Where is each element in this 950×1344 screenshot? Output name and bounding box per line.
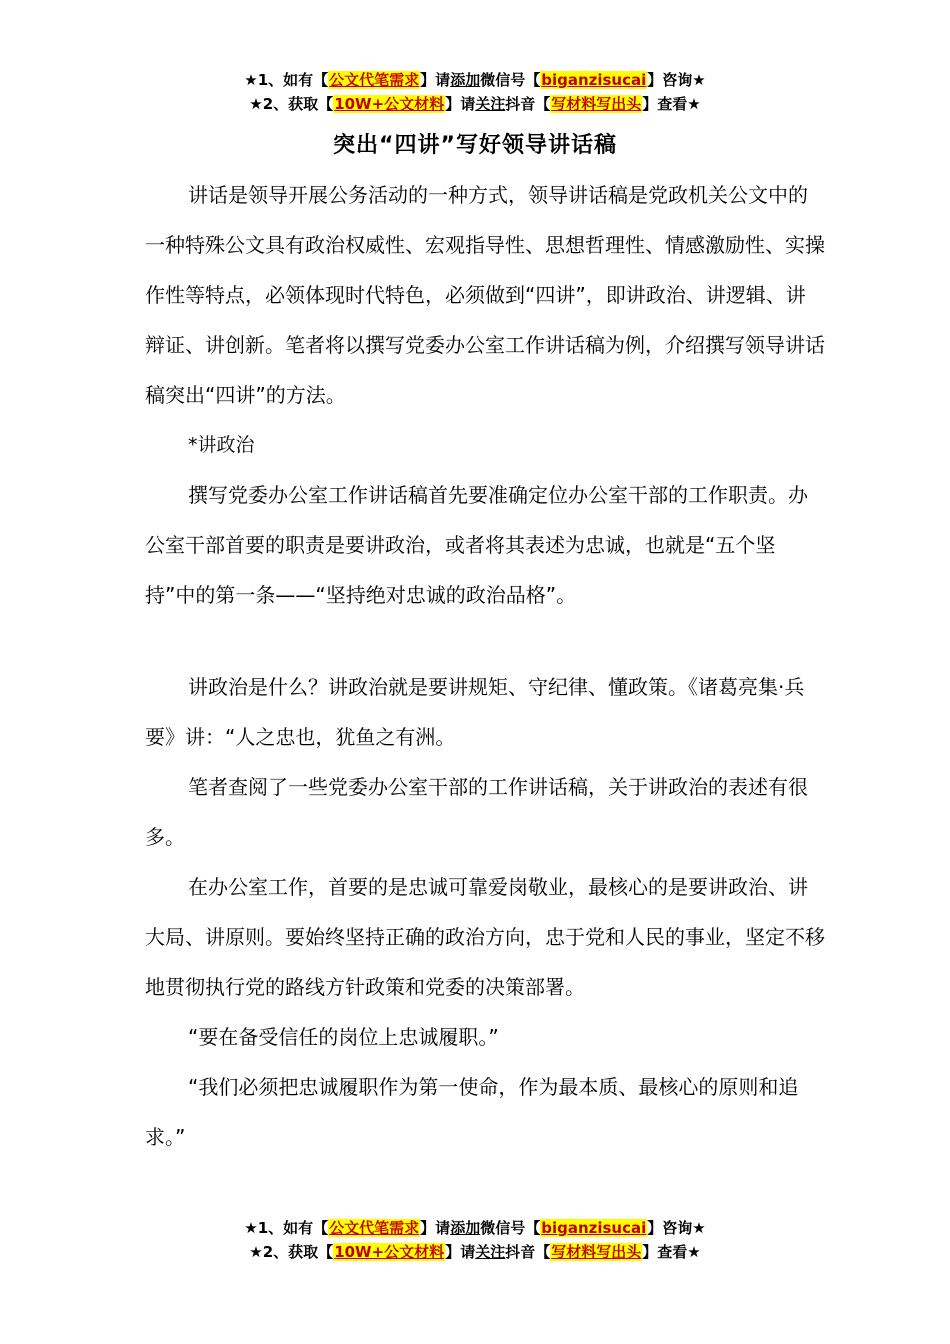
quote: “要在备受信任的岗位上忠诚履职。”: [188, 1025, 499, 1049]
wechat-id: biganzisucai: [541, 1219, 647, 1237]
promo-line-1: ★1、如有【公文代笔需求】请添加微信号【biganzisucai】咨询★: [244, 71, 706, 89]
douyin-id: 写材料写出头: [551, 95, 642, 113]
need-highlight: 公文代笔需求: [329, 71, 420, 89]
promo-line-1: ★1、如有【公文代笔需求】请添加微信号【biganzisucai】咨询★: [244, 1219, 706, 1237]
section-heading: *讲政治: [188, 434, 255, 456]
need-highlight: 公文代笔需求: [329, 1219, 420, 1237]
paragraph: 笔者查阅了一些党委办公室干部的工作讲话稿，关于讲政治的表述有很多。: [145, 775, 808, 849]
promo-line-2: ★2、获取【10W+公文材料】请关注抖音【写材料写出头】查看★: [249, 95, 701, 113]
document-body: [145, 170, 825, 1162]
paragraph: 在办公室工作，首要的是忠诚可靠爱岗敬业，最核心的是要讲政治、讲大局、讲原则。要始终坚持正确的政治方向，忠于党和人民的事业，坚定不移地贯彻执行党的路线方针政策和党委的决策部署。: [145, 875, 825, 999]
promo-footer: [0, 1216, 950, 1264]
paragraph: 讲话是领导开展公务活动的一种方式，领导讲话稿是党政机关公文中的一种特殊公文具有政治权威性、宏观指导性、思想哲理性、情感激励性、实操作性等特点，必领体现时代特色，必须做到“四讲”，即讲政治、讲逻辑、讲辩证、讲创新。笔者将以撰写党委办公室工作讲话稿为例，介绍撰写领导讲话稿突出“四讲”的方法。: [145, 183, 825, 407]
douyin-id: 写材料写出头: [551, 1243, 642, 1261]
wechat-id: biganzisucai: [541, 71, 647, 89]
paragraph: 撰写党委办公室工作讲话稿首先要准确定位办公室干部的工作职责。办公室干部首要的职责是要讲政治，或者将其表述为忠诚，也就是“五个坚持”中的第一条——“坚持绝对忠诚的政治品格”。: [145, 483, 808, 607]
promo-header: [0, 68, 950, 116]
document-title: 突出“四讲”写好领导讲话稿: [333, 133, 617, 158]
material-highlight: 10W+公文材料: [334, 95, 445, 113]
material-highlight: 10W+公文材料: [334, 1243, 445, 1261]
promo-line-2: ★2、获取【10W+公文材料】请关注抖音【写材料写出头】查看★: [249, 1243, 701, 1261]
quote: “我们必须把忠诚履职作为第一使命，作为最本质、最核心的原则和追求。”: [145, 1075, 799, 1149]
paragraph: 讲政治是什么？讲政治就是要讲规矩、守纪律、懂政策。《诸葛亮集·兵要》讲：“人之忠也，犹鱼之有洲。: [145, 675, 805, 749]
